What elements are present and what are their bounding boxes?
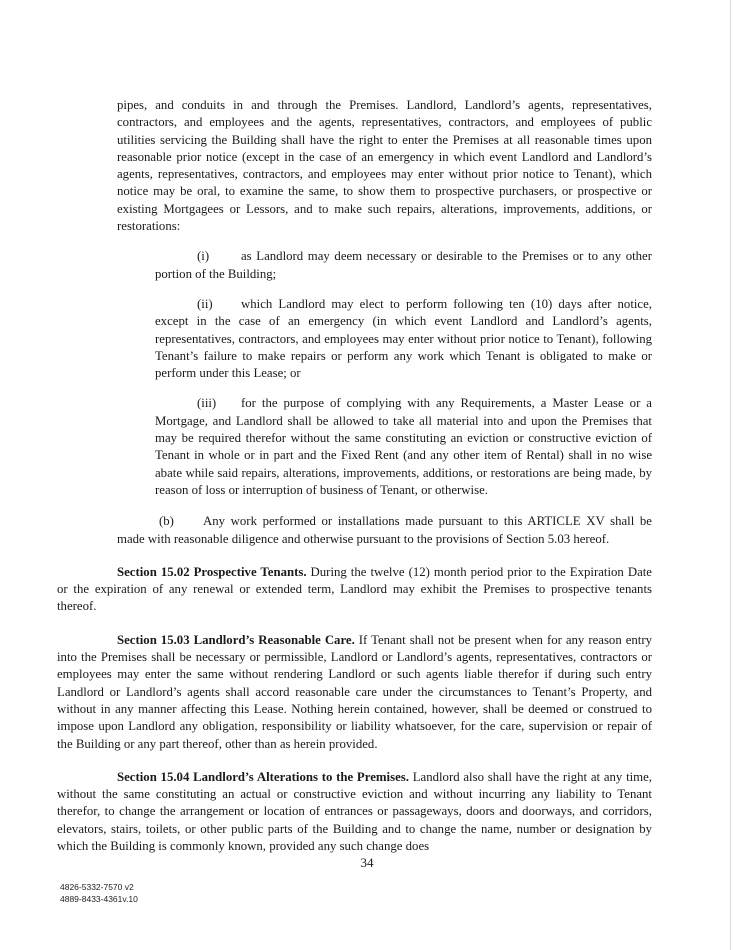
section-heading: Section 15.04 Landlord’s Alterations to the Premises.: [117, 769, 409, 784]
paragraph-b-label: (b): [159, 514, 174, 529]
document-id: 4826-5332-7570 v2: [60, 882, 134, 892]
clause-label: (i): [197, 249, 210, 264]
clause-label: (ii): [197, 296, 213, 311]
section-heading: Section 15.03 Landlord’s Reasonable Care.: [117, 632, 355, 647]
document-id: 4889-8433-4361v.10: [60, 894, 138, 904]
section-text: Landlord also shall have the right at any time, without the same constituting an actual or constructive eviction and without incurring any liability to Tenant therefor, to change the arrangement or location of entrances or passageways, doors and doorways, and corridors, elevators, stairs, toilets, or other public parts of the Building and to change the name, number or designation by which the Building is commonly known, provided any such change does: [57, 769, 653, 853]
clause-ii: [117, 296, 652, 382]
intro-paragraph: pipes, and conduits in and through the Premises. Landlord, Landlord’s agents, representatives, contractors, and employees and the agents, representatives, contractors, and employees of public utilities servicing the Building shall have the right to enter the Premises at all reasonable times upon reasonable prior notice (except in the case of an emergency in which event Landlord and Landlord’s agents, representatives, contractors, and employees may enter without prior notice to Tenant), which notice may be oral, to examine the same, to show them to prospective purchasers, or prospective or existing Mortgagees or Lessors, and to make such repairs, alterations, improvements, additions, or restorations:: [117, 98, 652, 234]
clause-iii: [117, 395, 652, 499]
paragraph-b: [117, 513, 652, 548]
section-15-03: [57, 632, 652, 753]
section-heading: Section 15.02 Prospective Tenants.: [117, 564, 307, 579]
section-text: During the twelve (12) month period prior to the Expiration Date or the expiration of any renewal or extended term, Landlord may exhibit the Premises to prospective tenants thereof.: [57, 564, 652, 614]
clause-text: which Landlord may elect to perform following ten (10) days after notice, except in the case of an emergency (in which event Landlord and Landlord’s agents, representatives, contractors, and employees may enter without prior notice to Tenant), following Tenant’s failure to make repairs or perform any work which Tenant is obligated to make or perform under this Lease; or: [155, 296, 652, 381]
section-text: If Tenant shall not be present when for any reason entry into the Premises shall be necessary or permissible, Landlord or Landlord’s agents, representatives, contractors or employees may enter the same without rendering Landlord or such agents liable therefor if during such entry Landlord or Landlord’s agents shall accord reasonable care under the circumstances to Tenant’s Property, and without in any manner affecting this Lease. Nothing herein contained, however, shall be deemed or construed to impose upon Landlord any obligation, responsibility or liability whatsoever, for the care, supervision or repair of the Building or any part thereof, other than as herein provided.: [57, 632, 653, 751]
section-15-02: [57, 564, 652, 616]
clause-text: for the purpose of complying with any Requirements, a Master Lease or a Mortgage, and Landlord shall be allowed to take all material into and upon the Premises that may be required therefor without the same constituting an eviction or constructive eviction of Tenant in whole or in part and the Fixed Rent (and any other item of Rental) shall in no wise abate while said repairs, alterations, improvements, additions, or restorations are being made, by reason of loss or interruption of business of Tenant, or otherwise.: [155, 396, 652, 497]
scan-edge-line: [730, 0, 731, 950]
clause-i: [117, 248, 652, 283]
document-body: [57, 97, 653, 855]
page-number: 34: [360, 855, 374, 870]
document-id-footer: [60, 881, 138, 905]
section-15-04: [57, 769, 652, 855]
paragraph-b-text: Any work performed or installations made pursuant to this ARTICLE XV shall be made with reasonable diligence and otherwise pursuant to the provisions of Section 5.03 hereof.: [117, 514, 652, 546]
clause-text: as Landlord may deem necessary or desirable to the Premises or to any other portion of the Building;: [155, 249, 652, 281]
clause-label: (iii): [197, 396, 217, 411]
